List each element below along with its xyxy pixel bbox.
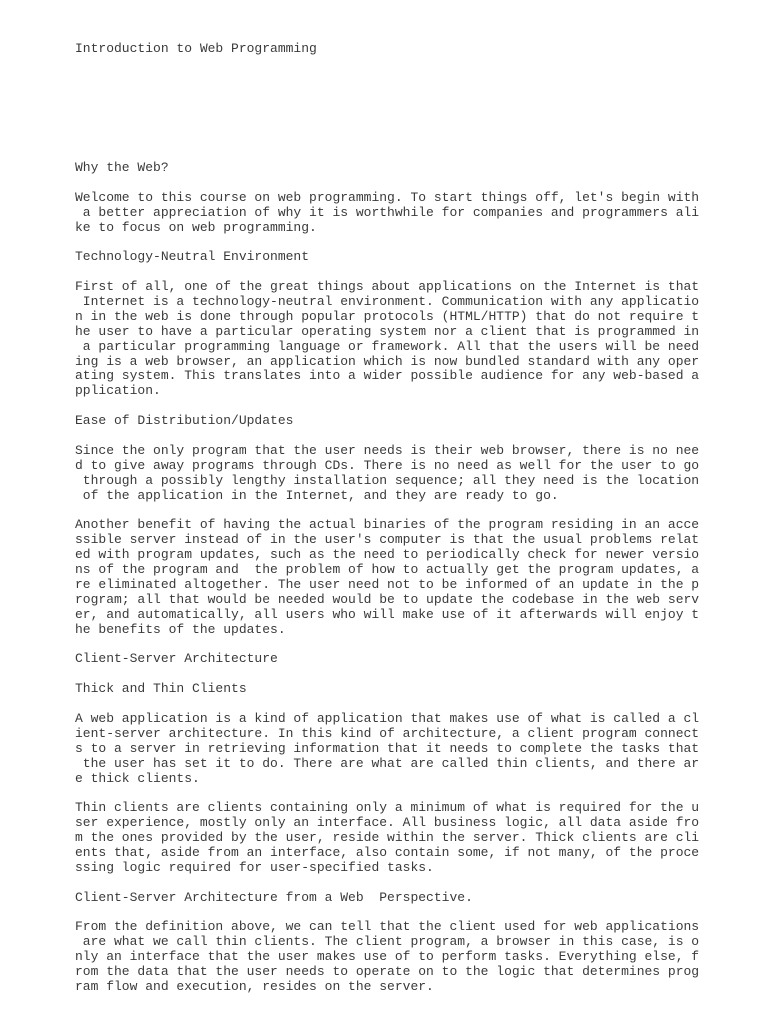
paragraph-line: he user to have a particular operating system nor a client that is programmed in xyxy=(75,323,700,339)
paragraph-line: through a possibly lengthy installation sequence; all they need is the location xyxy=(75,472,700,488)
heading-line: Ease of Distribution/Updates xyxy=(75,413,294,429)
paragraph xyxy=(75,517,700,637)
paragraph-line: e thick clients. xyxy=(75,770,200,786)
spacer xyxy=(75,667,685,682)
paragraph-line: ssible server instead of in the user's computer is that the usual problems relat xyxy=(75,532,700,548)
heading-line: Thick and Thin Clients xyxy=(75,681,247,697)
paragraph-line: Since the only program that the user needs is their web browser, there is no nee xyxy=(75,442,700,458)
paragraph xyxy=(75,710,700,786)
paragraph-line: ating system. This translates into a wider possible audience for any web-based a xyxy=(75,368,700,384)
spacer xyxy=(75,504,685,519)
paragraph-line: the user has set it to do. There are what are called thin clients, and there ar xyxy=(75,755,700,771)
paragraph-line: Welcome to this course on web programming. To start things off, let's begin with xyxy=(75,189,700,205)
spacer xyxy=(75,87,685,132)
spacer xyxy=(75,235,685,250)
spacer xyxy=(75,906,685,921)
paragraph-line: rogram; all that would be needed would be to update the codebase in the web serv xyxy=(75,591,700,607)
spacer xyxy=(75,176,685,191)
spacer xyxy=(75,429,685,444)
section-heading xyxy=(75,652,685,667)
heading-line: Why the Web? xyxy=(75,160,169,176)
paragraph-line: a particular programming language or framework. All that the users will be need xyxy=(75,338,700,354)
paragraph-line: From the definition above, we can tell that the client used for web applications xyxy=(75,919,700,935)
paragraph-line: a better appreciation of why it is worthwhile for companies and programmers ali xyxy=(75,204,700,220)
paragraph-line: of the application in the Internet, and they are ready to go. xyxy=(75,487,559,503)
paragraph-line: are what we call thin clients. The client program, a browser in this case, is o xyxy=(75,934,700,950)
paragraph-line: A web application is a kind of application that makes use of what is called a cl xyxy=(75,710,700,726)
paragraph-line: Internet is a technology-neutral environment. Communication with any applicatio xyxy=(75,294,700,310)
paragraph-line: he benefits of the updates. xyxy=(75,621,286,637)
paragraph xyxy=(75,800,700,875)
paragraph-line: ser experience, mostly only an interface. All business logic, all data aside fro xyxy=(75,815,700,831)
section-heading xyxy=(75,250,685,265)
paragraph-line: Another benefit of having the actual binaries of the program residing in an acce xyxy=(75,517,700,533)
spacer xyxy=(75,638,685,653)
spacer xyxy=(75,265,685,280)
paragraph-line: re eliminated altogether. The user need not to be informed of an update in the p xyxy=(75,576,700,592)
spacer xyxy=(75,876,685,891)
heading-line: Client-Server Architecture from a Web Perspective. xyxy=(75,889,473,905)
spacer xyxy=(75,786,685,801)
heading-line: Client-Server Architecture xyxy=(75,651,278,667)
paragraph-line: ns of the program and the problem of how to actually get the program updates, a xyxy=(75,562,700,578)
paragraph-line: ed with program updates, such as the need to periodically check for newer versio xyxy=(75,547,700,563)
paragraph xyxy=(75,919,700,994)
section-heading xyxy=(75,891,685,906)
document-title: Introduction to Web Programming xyxy=(75,40,317,56)
paragraph-line: n in the web is done through popular protocols (HTML/HTTP) that do not require t xyxy=(75,308,700,324)
paragraph xyxy=(75,189,700,236)
section-heading xyxy=(75,161,685,176)
paragraph-line: m the ones provided by the user, reside within the server. Thick clients are cli xyxy=(75,830,700,846)
paragraph-line: ents that, aside from an interface, also contain some, if not many, of the proce xyxy=(75,844,700,860)
paragraph-line: er, and automatically, all users who will make use of it afterwards will enjoy t xyxy=(75,606,700,622)
paragraph-line: ssing logic required for user-specified tasks. xyxy=(75,859,434,875)
paragraph xyxy=(75,442,700,504)
spacer xyxy=(75,697,685,712)
paragraph-line: ing is a web browser, an application which is now bundled standard with any oper xyxy=(75,353,700,369)
paragraph-line: pplication. xyxy=(75,383,161,399)
paragraph-line: d to give away programs through CDs. There is no need as well for the user to go xyxy=(75,457,700,473)
document-page xyxy=(75,12,700,1010)
paragraph-line: nly an interface that the user makes use of to perform tasks. Everything else, f xyxy=(75,949,700,965)
paragraph-line: ke to focus on web programming. xyxy=(75,219,317,235)
paragraph xyxy=(75,279,700,399)
paragraph-line: rom the data that the user needs to operate on to the logic that determines prog xyxy=(75,964,700,980)
section-heading xyxy=(75,682,685,697)
paragraph-line: Thin clients are clients containing only a minimum of what is required for the u xyxy=(75,800,700,816)
paragraph-line: First of all, one of the great things about applications on the Internet is that xyxy=(75,279,700,295)
section-heading xyxy=(75,414,685,429)
document-body xyxy=(75,160,700,995)
paragraph-line: ram flow and execution, resides on the server. xyxy=(75,979,434,994)
heading-line: Technology-Neutral Environment xyxy=(75,249,310,265)
paragraph-line: s to a server in retrieving information that it needs to complete the tasks that xyxy=(75,740,700,756)
paragraph-line: ient-server architecture. In this kind of architecture, a client program connect xyxy=(75,725,700,741)
spacer xyxy=(75,399,685,414)
